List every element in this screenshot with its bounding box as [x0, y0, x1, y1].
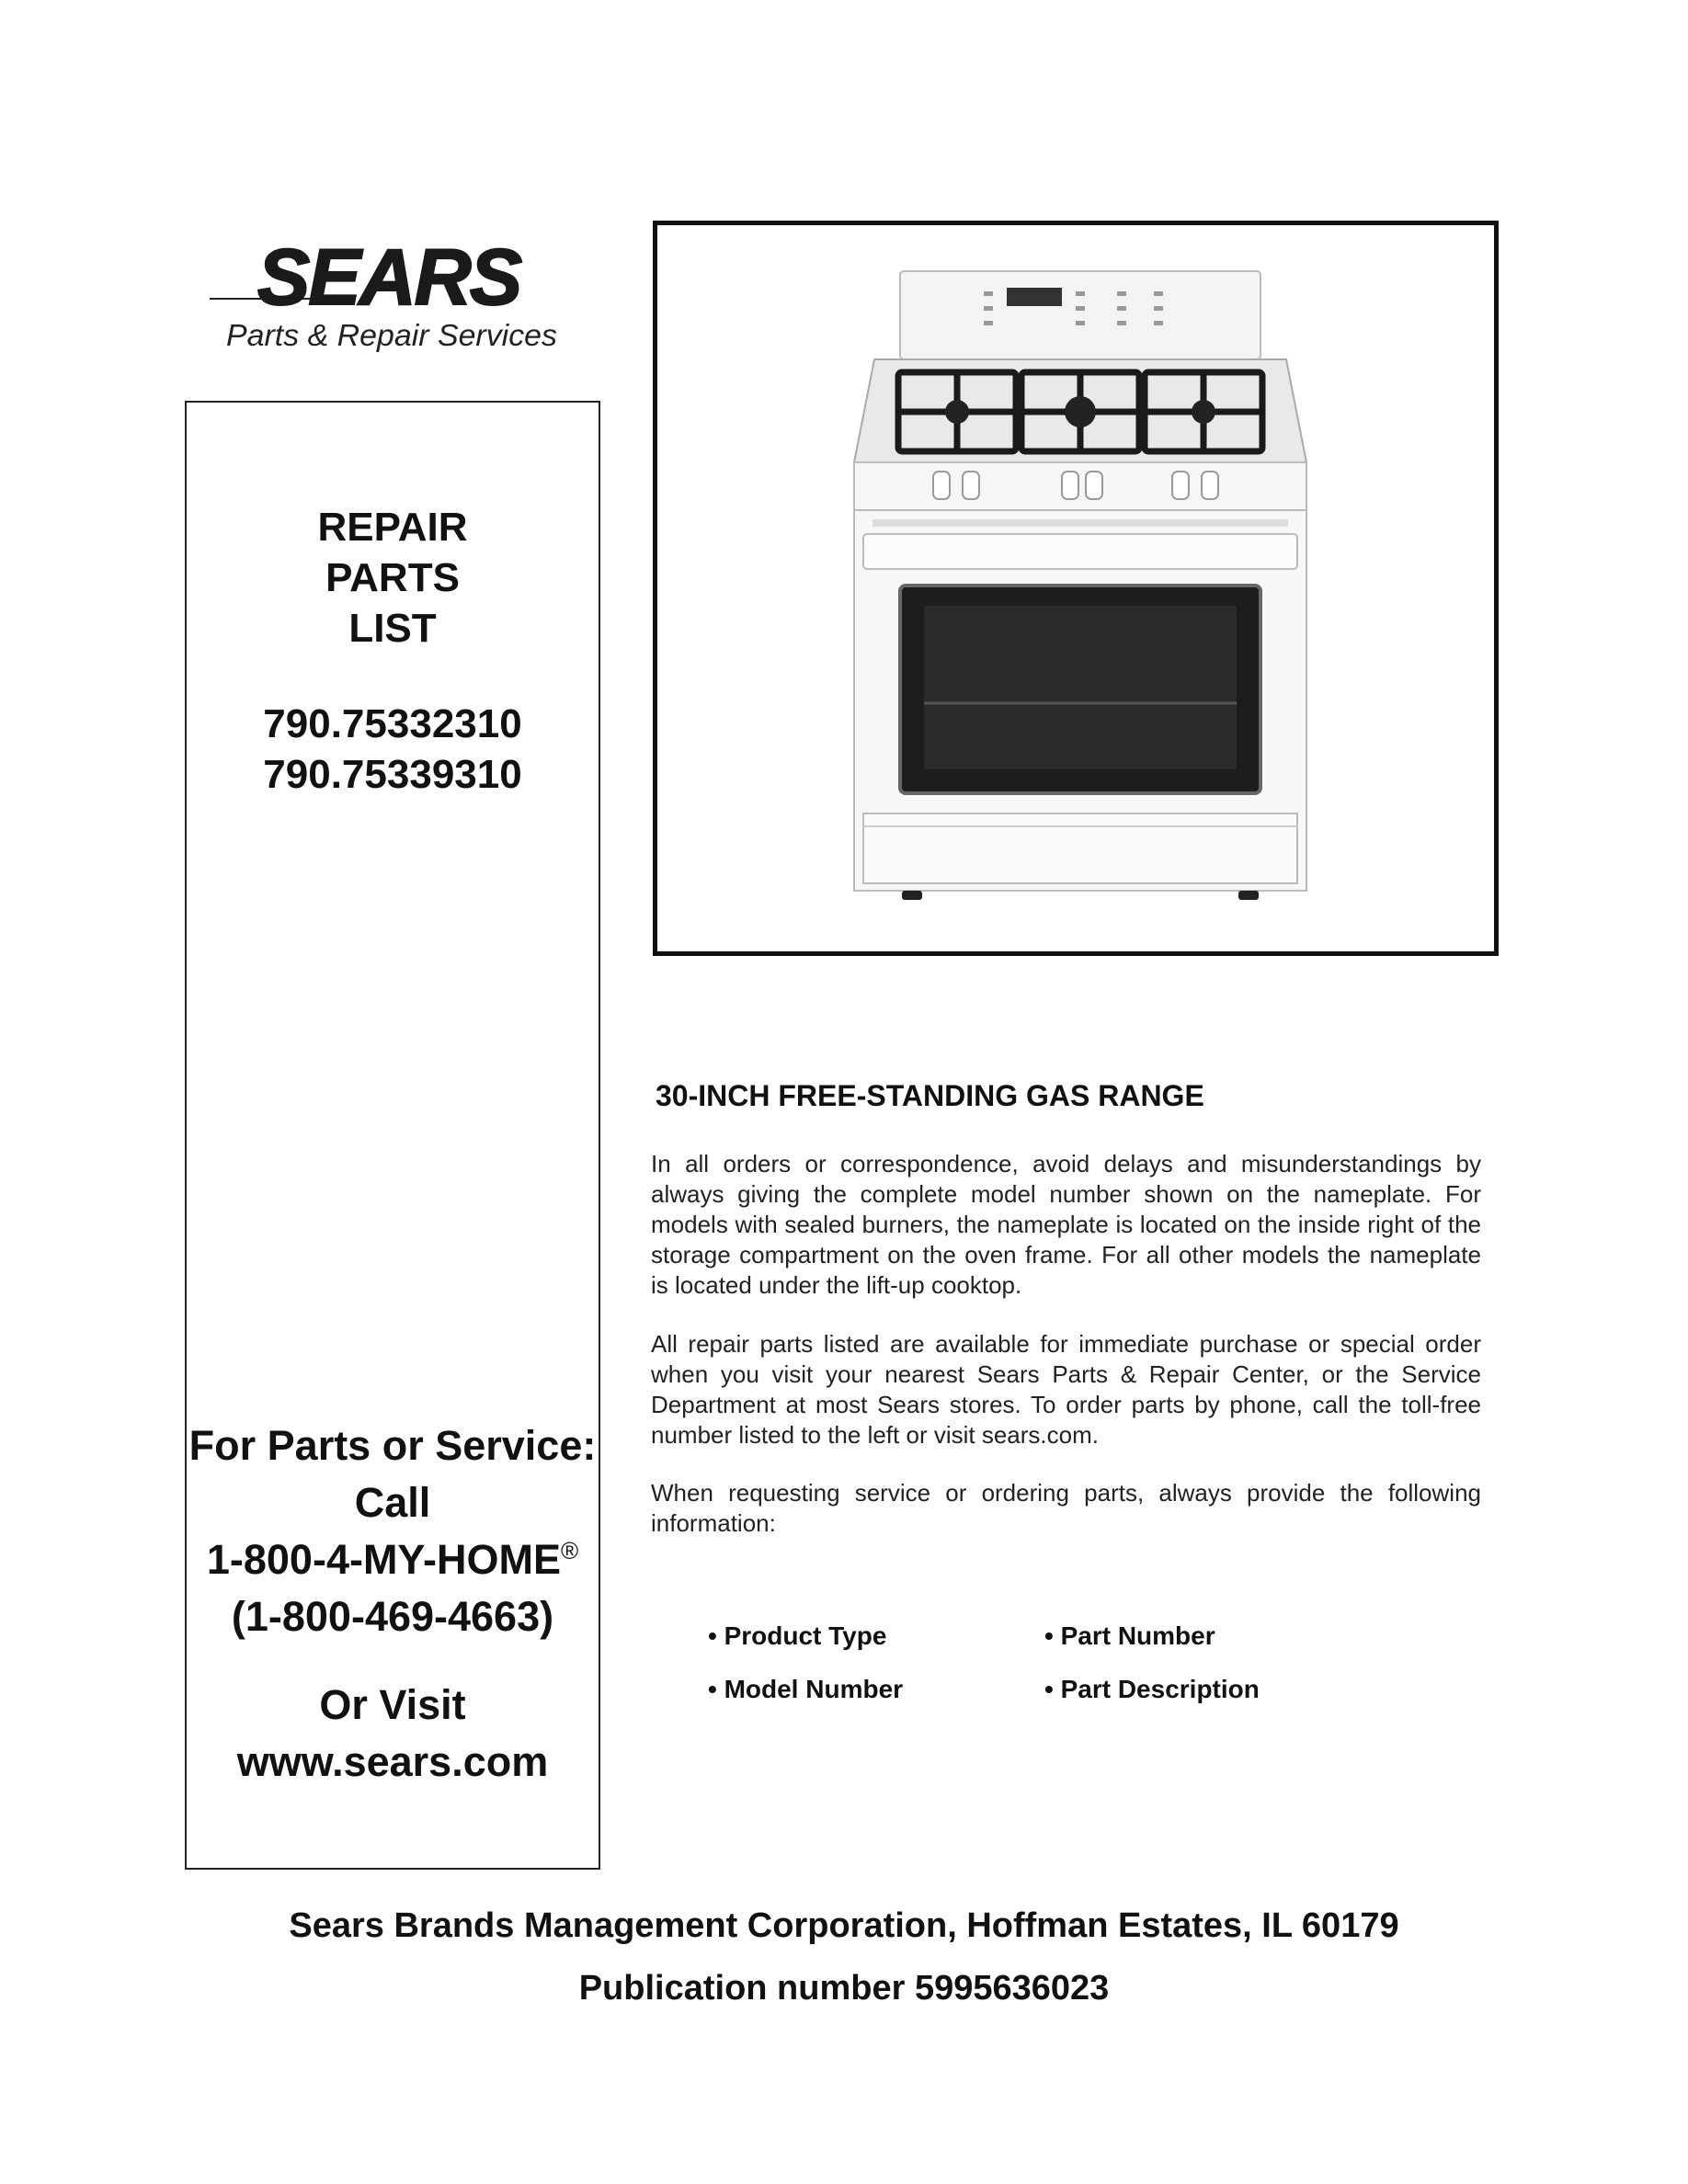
bullet-item: • Product Type: [708, 1621, 887, 1650]
bullet-item: • Model Number: [708, 1675, 904, 1703]
product-heading: 30-INCH FREE-STANDING GAS RANGE: [656, 1079, 1204, 1112]
document-title: [187, 502, 599, 654]
call-label: Call: [354, 1479, 431, 1526]
paragraph: All repair parts listed are available for immediate purchase or special order when you visit your nearest Sears Parts & Repair Center, or the Service Department at most Sears stores. To order parts by phone, call the toll-free number listed to the left or visit sears.com.: [651, 1330, 1481, 1449]
logo-wordmark: SEARS: [257, 233, 521, 322]
model-number: 790.75332310: [263, 701, 522, 746]
phone-vanity-text: 1-800-4-MY-HOME: [206, 1536, 561, 1583]
phone-vanity: [187, 1531, 599, 1588]
company-address: Sears Brands Management Corporation, Hoffman Estates, IL 60179: [289, 1906, 1399, 1945]
title-line: PARTS: [325, 555, 460, 600]
title-line: REPAIR: [317, 505, 468, 550]
model-numbers: [187, 699, 599, 800]
phone-number: (1-800-469-4663): [231, 1593, 554, 1640]
title-line: LIST: [348, 606, 437, 651]
contact-info: [187, 1417, 599, 1791]
publication-number: Publication number 5995636023: [578, 1969, 1110, 2008]
sears-logo: [210, 226, 568, 362]
paragraph: When requesting service or ordering parts, always provide the following information:: [651, 1479, 1481, 1537]
paragraph: In all orders or correspondence, avoid delays and misunderstandings by always giving the complete model number shown on the nameplate. For models with sealed burners, the nameplate is located on the inside right of the storage compartment on the oven frame. For all other models the nameplate is located under the lift-up cooktop.: [651, 1150, 1481, 1299]
contact-heading: For Parts or Service:: [188, 1422, 597, 1469]
bullet-item: • Part Number: [1044, 1621, 1215, 1650]
gas-range-image: [657, 225, 1494, 951]
registered-mark: ®: [560, 1537, 579, 1564]
bullet-item: • Part Description: [1044, 1675, 1260, 1703]
model-number: 790.75339310: [263, 752, 522, 797]
logo-tagline: Parts & Repair Services: [226, 318, 557, 352]
product-image-frame: [653, 221, 1499, 956]
visit-label: Or Visit: [319, 1681, 466, 1728]
website-link[interactable]: www.sears.com: [236, 1738, 549, 1785]
info-sidebar: [185, 401, 600, 1870]
